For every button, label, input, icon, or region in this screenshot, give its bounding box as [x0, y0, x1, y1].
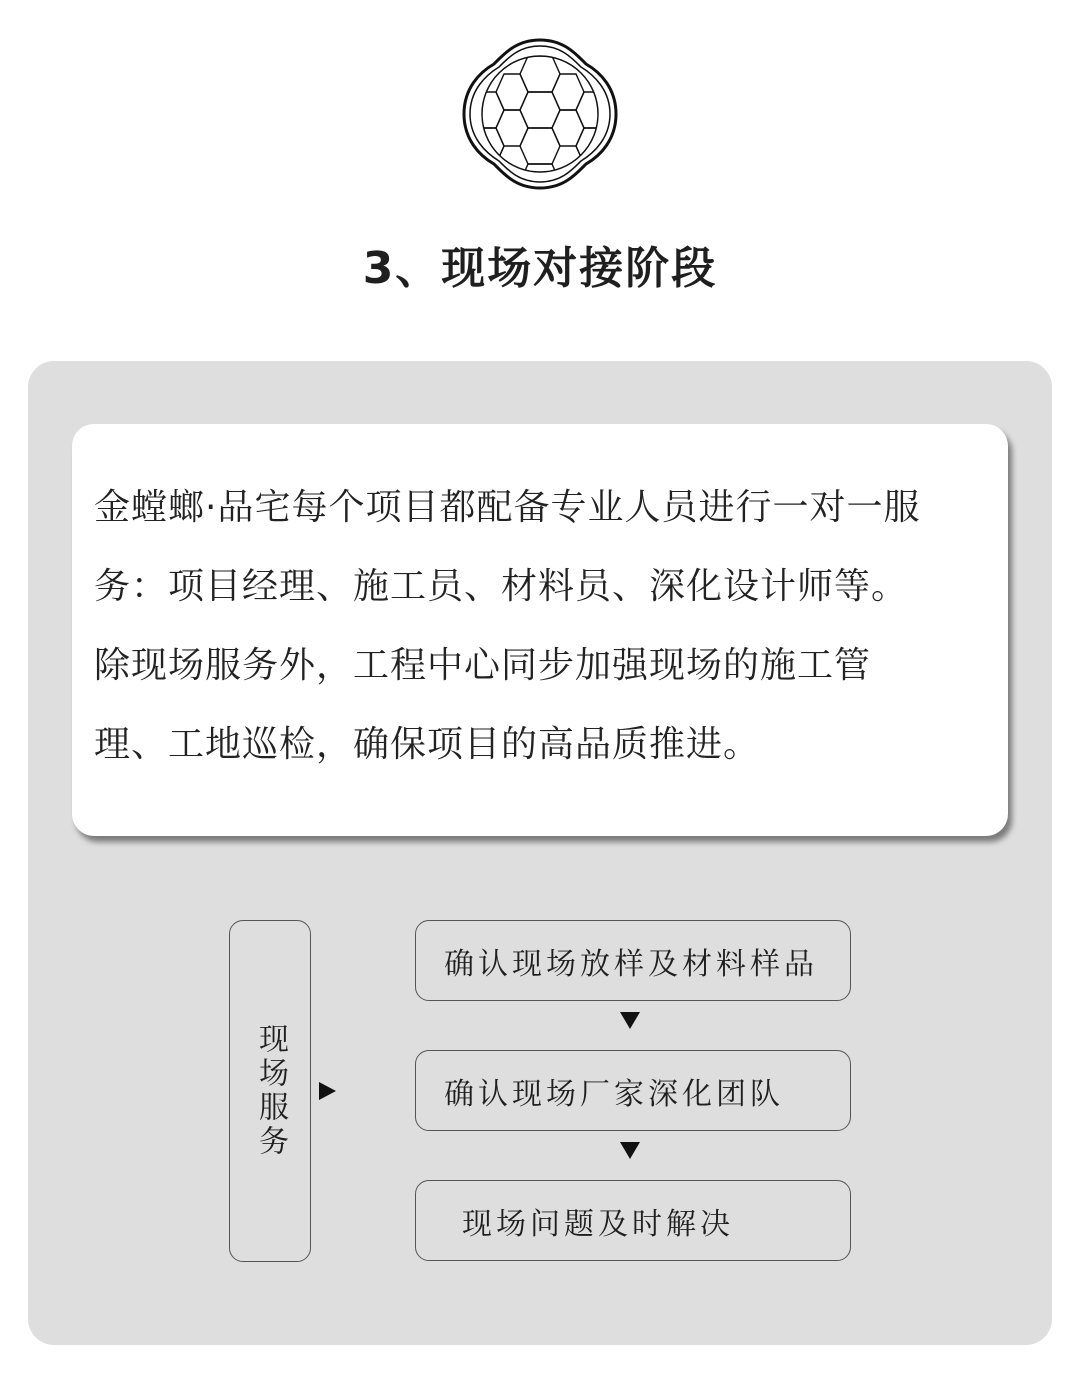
service-node [229, 920, 311, 1262]
quatrefoil-lattice-emblem-icon [460, 36, 620, 192]
intro-line: 理、工地巡检，确保项目的高品质推进。 [94, 724, 761, 765]
flow-step-2 [415, 1050, 851, 1131]
intro-paragraph [94, 468, 994, 784]
intro-line: 务：项目经理、施工员、材料员、深化设计师等。 [94, 566, 909, 607]
flow-step-label: 确认现场厂家深化团队 [444, 1076, 784, 1112]
service-node-label: 现场服务 [253, 1023, 288, 1159]
flow-step-label: 确认现场放样及材料样品 [444, 946, 818, 982]
flow-step-label: 现场问题及时解决 [462, 1206, 734, 1242]
flow-step-1 [415, 920, 851, 1001]
intro-line: 除现场服务外，工程中心同步加强现场的施工管 [94, 645, 872, 686]
triangle-right-icon [319, 1082, 336, 1100]
triangle-down-icon [620, 1142, 640, 1159]
triangle-down-icon [620, 1012, 640, 1029]
flow-step-3 [415, 1180, 851, 1261]
page-title: 3、现场对接阶段 [362, 243, 718, 294]
intro-line: 金螳螂·品宅每个项目都配备专业人员进行一对一服 [94, 487, 921, 528]
